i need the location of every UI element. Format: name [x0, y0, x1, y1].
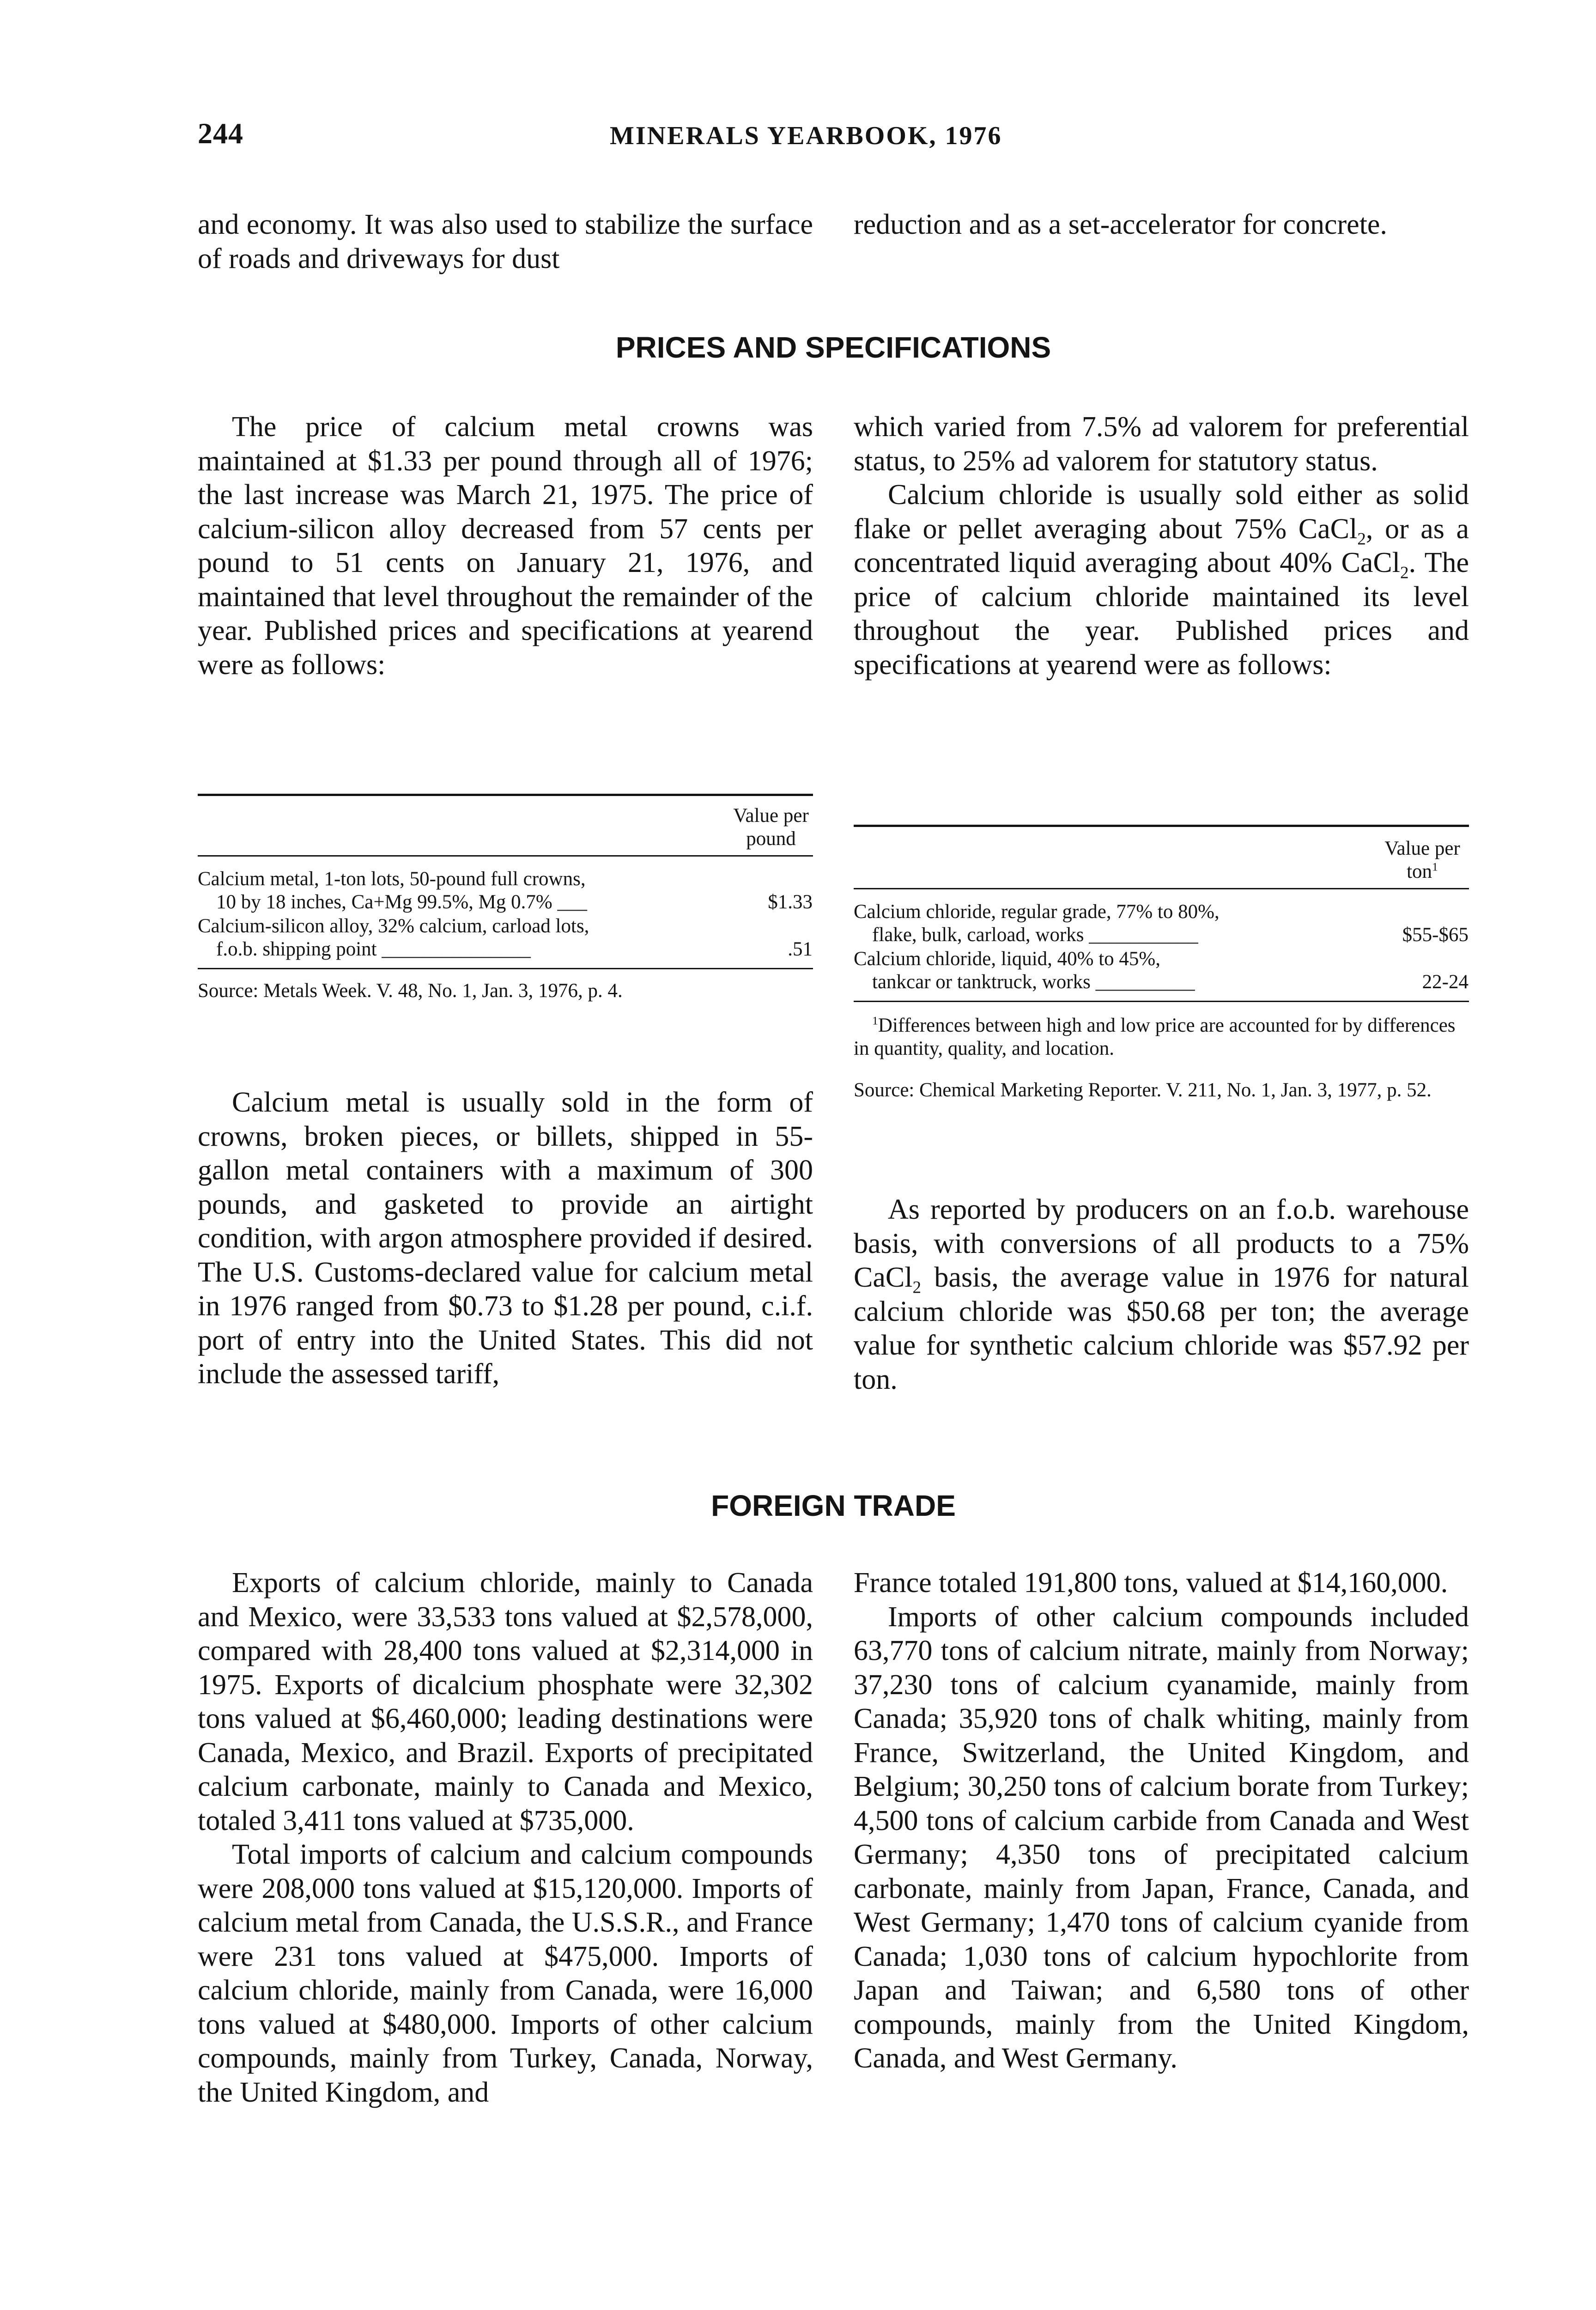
row-value: $55-$65	[1402, 924, 1469, 946]
column-header-value-per-ton: Value per ton$^1$	[1376, 826, 1469, 889]
table-row	[198, 867, 813, 914]
section-title-foreign-trade: FOREIGN TRADE	[711, 1489, 956, 1522]
price-table	[854, 825, 1469, 1002]
row-description: Calcium-silicon alloy, 32% calcium, carload lots, f.o.b. shipping point _______________	[198, 915, 589, 960]
row-value: $1.33	[768, 891, 813, 913]
top-left-column	[198, 208, 813, 276]
trade-right-column	[854, 1566, 1469, 2076]
row-description: Calcium chloride, liquid, 40% to 45%, tankcar or tanktruck, works __________	[854, 948, 1195, 993]
section-title-prices: PRICES AND SPECIFICATIONS	[615, 331, 1051, 364]
row-value: .51	[788, 938, 813, 960]
table-footnote: $^1$Differences between high and low price are accounted for by differences in quantity, quality, and location.	[854, 1014, 1456, 1059]
text-run: Calcium chloride is usually sold either as solid flake or pellet averaging about 75% CaCl	[854, 479, 1469, 545]
top-right-paragraph: reduction and as a set-accelerator for concrete.	[854, 209, 1387, 240]
subscript: 2	[912, 1278, 922, 1297]
text-run: , or as a concentrated liquid averaging about 40% CaCl	[854, 513, 1469, 578]
table-header-blank	[854, 826, 1376, 889]
table-header-blank	[198, 795, 729, 856]
trade-left-paragraph-1: Exports of calcium chloride, mainly to Canada and Mexico, were 33,533 tons valued at $2,578,000, compared with 28,400 tons valued at $2,314,000 in 1975. Exports of dicalcium phosphate were 32,302 tons valued at $6,460,000; leading destinations were Canada, Mexico, and Brazil. Exports of precipitated calcium carbonate, mainly to Canada and Mexico, totaled 3,411 tons valued at $735,000.	[198, 1567, 813, 1836]
subscript: 2	[1400, 563, 1409, 583]
table-header-row	[198, 795, 813, 856]
prices-left-column	[198, 410, 813, 682]
text-run: basis, the average value in 1976 for natural calcium chloride was $50.68 per ton; the average value for synthetic calcium chloride was $57.92 per ton.	[854, 1262, 1469, 1395]
table-row	[854, 900, 1469, 947]
price-table	[198, 794, 813, 969]
mid-right-column	[854, 1193, 1469, 1397]
table-bottom-rule	[198, 961, 813, 969]
subscript: 2	[1357, 529, 1366, 548]
text-run: . The price of calcium chloride maintained its level throughout the year. Published prices and specifications at yearend were as follows:	[854, 547, 1469, 681]
calcium-metal-price-table	[198, 794, 813, 1003]
top-left-paragraph: and economy. It was also used to stabilize the surface of roads and driveways for dust	[198, 209, 813, 274]
trade-right-paragraph-2: Imports of other calcium compounds included 63,770 tons of calcium nitrate, mainly from Norway; 37,230 tons of calcium cyanamide, mainly from Canada; 35,920 tons of chalk whiting, mainly from France, Switzerland, the United Kingdom, and Belgium; 30,250 tons of calcium borate from Turkey; 4,500 tons of calcium carbide from Canada and West Germany; 4,350 tons of precipitated calcium carbonate, mainly from Japan, France, Canada, and West Germany; 1,470 tons of calcium cyanide from Canada; 1,030 tons of calcium hypochlorite from Japan and Taiwan; and 6,580 tons of other compounds, mainly from the United Kingdom, Canada, and West Germany.	[854, 1601, 1469, 2074]
text-run: As reported by producers on an f.o.b. warehouse basis, with conversions of all products to a 75% CaCl	[854, 1194, 1469, 1293]
table-row	[854, 947, 1469, 994]
prices-right-column	[854, 410, 1469, 682]
top-right-column	[854, 208, 1469, 242]
table-bottom-rule	[854, 994, 1469, 1002]
row-description: Calcium metal, 1-ton lots, 50-pound full crowns, 10 by 18 inches, Ca+Mg 99.5%, Mg 0.7% ___	[198, 868, 587, 913]
running-title: MINERALS YEARBOOK, 1976	[610, 122, 1002, 150]
table-header-row	[854, 826, 1469, 889]
footnote-mark: 1	[1432, 860, 1438, 874]
table-source: Source: Metals Week. V. 48, No. 1, Jan. 3, 1976, p. 4.	[198, 979, 623, 1002]
trade-right-paragraph-1: France totaled 191,800 tons, valued at $14,160,000.	[854, 1567, 1448, 1599]
column-header-value-per-pound: Value per pound	[729, 795, 813, 856]
row-description: Calcium chloride, regular grade, 77% to 80%, flake, bulk, carload, works ___________	[854, 900, 1220, 946]
table-source: Source: Chemical Marketing Reporter. V. 211, No. 1, Jan. 3, 1977, p. 52.	[854, 1079, 1432, 1101]
table-row	[198, 914, 813, 961]
mid-left-column	[198, 1086, 813, 1392]
trade-left-paragraph-2: Total imports of calcium and calcium compounds were 208,000 tons valued at $15,120,000. Imports of calcium metal from Canada, the U.S.S.R., and France were 231 tons valued at $475,000. Imports of calcium chloride, mainly from Canada, were 16,000 tons valued at $480,000. Imports of other calcium compounds, mainly from Turkey, Canada, Norway, the United Kingdom, and	[198, 1839, 813, 2108]
row-value: 22-24	[1422, 971, 1469, 993]
page-number: 244	[198, 117, 243, 150]
trade-left-column	[198, 1566, 813, 2109]
prices-right-paragraph-1: which varied from 7.5% ad valorem for preferential status, to 25% ad valorem for statutory status.	[854, 411, 1469, 477]
mid-left-paragraph: Calcium metal is usually sold in the form of crowns, broken pieces, or billets, shipped in 55-gallon metal containers with a maximum of 300 pounds, and gasketed to provide an airtight condition, with argon atmosphere provided if desired. The U.S. Customs-declared value for calcium metal in 1976 ranged from $0.73 to $1.28 per pound, c.i.f. port of entry into the United States. This did not include the assessed tariff,	[198, 1087, 813, 1390]
prices-left-paragraph: The price of calcium metal crowns was maintained at $1.33 per pound through all of 1976; the last increase was March 21, 1975. The price of calcium-silicon alloy decreased from 57 cents per pound to 51 cents on January 21, 1976, and maintained that level throughout the remainder of the year. Published prices and specifications at yearend were as follows:	[198, 411, 813, 681]
mid-right-paragraph	[854, 1193, 1469, 1397]
calcium-chloride-price-table	[854, 825, 1469, 1102]
prices-right-paragraph-2	[854, 478, 1469, 682]
